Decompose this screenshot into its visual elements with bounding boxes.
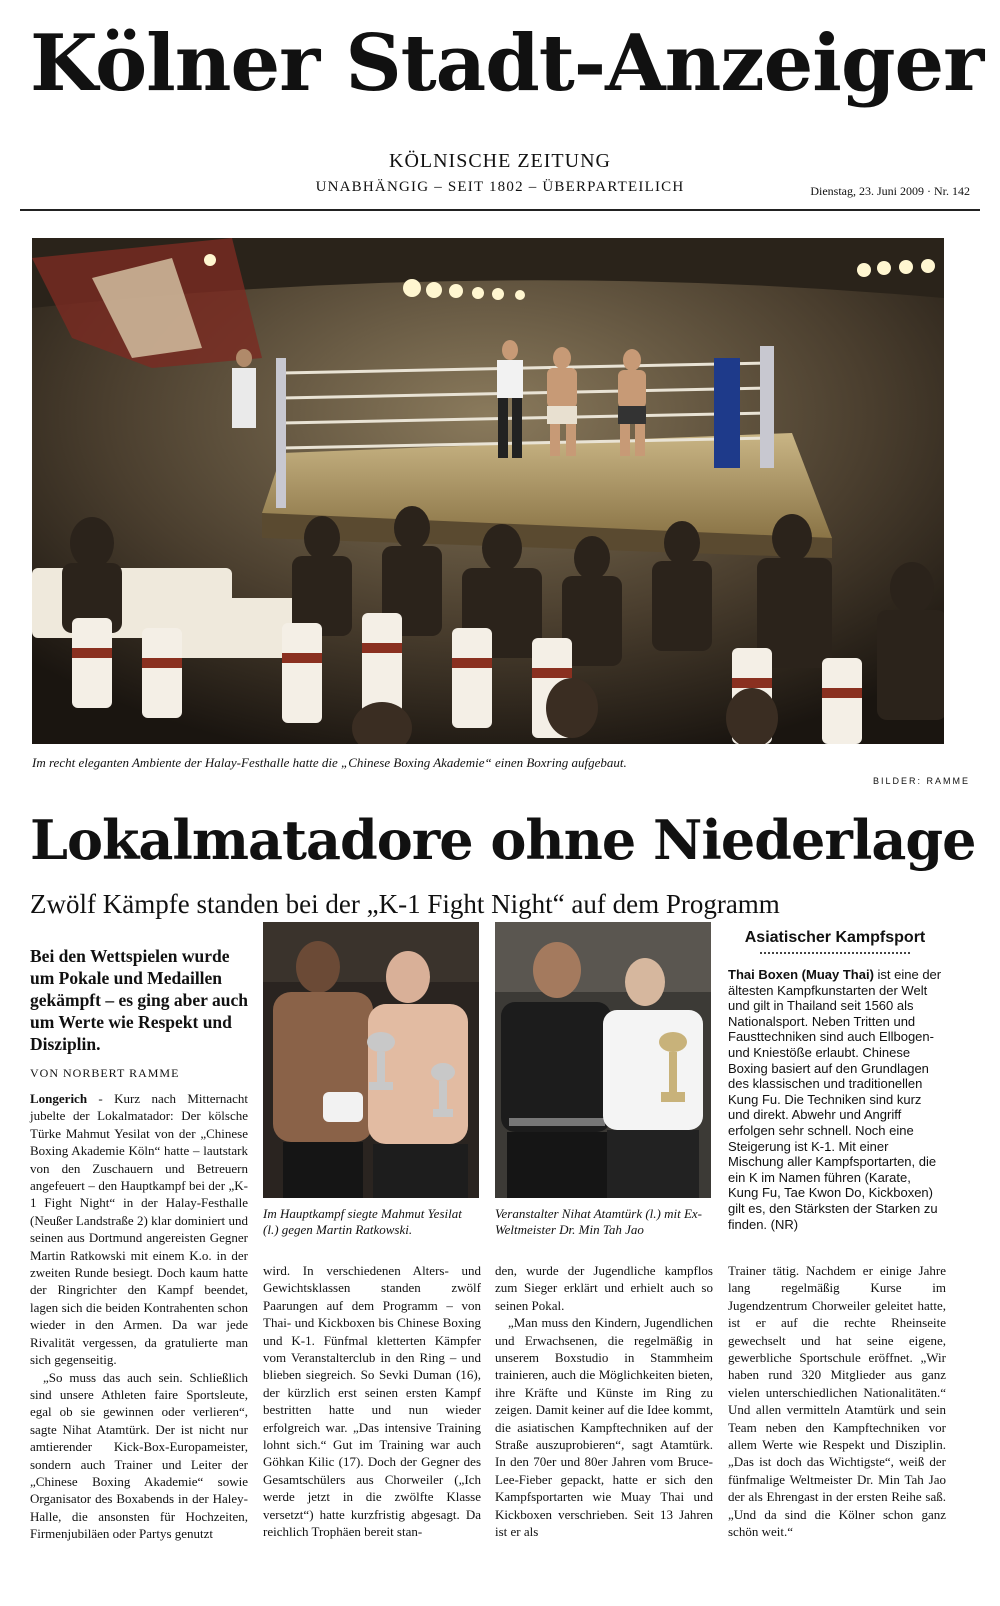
article-column-2 (263, 1262, 481, 1541)
photo2-caption: Im Hauptkampf siegte Mahmut Yesilat (l.) gegen Martin Ratkowski. (263, 1206, 462, 1237)
article-subheadline: Zwölf Kämpfe standen bei der „K-1 Fight Night“ auf dem Programm (30, 889, 780, 919)
organizer-with-champion-illustration (495, 922, 711, 1198)
infobox-text (728, 967, 942, 1232)
infobox-body: ist eine der ältesten Kampfkunstarten der Welt und gilt in Thailand seit 1560 als Nationalsport. Neben Tritten und Fausttechniken sind auch Ellbogen- und Kniestöße erlaubt. Chinese Boxing basiert auf den Grundlagen des klassischen und traditionellen Kung Fu. Die Techniken sind kurz und direkt. Abwehr und Angriff erfolgen sehr schnell. Noch eine Steigerung ist K-1. Mit einer Mischung aller Kampfsportarten, die ein K im Namen führen (Karate, Kung Fu, Tae Kwon Do, Kickboxen) gilt es, den Stärksten der Starken zu finden. (NR) (728, 967, 942, 1232)
masthead-tagline: UNABHÄNGIG – SEIT 1802 – ÜBERPARTEILICH (315, 179, 685, 195)
article-column-3 (495, 1262, 713, 1541)
article-lead: Bei den Wettspielen wurde um Pokale und Medaillen gekämpft – es ging aber auch um Werte wie Respekt und Disziplin. (30, 946, 248, 1054)
photo-credit: BILDER: RAMME (872, 776, 970, 786)
col1-paragraph-1: - Kurz nach Mitternacht jubelte der Lokalmatador: Der kölsche Türke Mahmut Yesilat von der „Chinese Boxing Akademie Köln“ hatte – lautstark von den Zuschauern und Betreuern angefeuert – den Hauptkampf bei der „K-1 Fight Night“ in der Halay-Festhalle (Neußer Landstraße 2) klar dominiert und seinen aus Dortmund angereisten Gegner Martin Ratkowski mit einem K.o. in der zweiten Runde besiegt. Doch kaum hatte der Ringrichter den Kampf beendet, lagen sich die beiden Kontrahenten schon wieder in den Armen. Da war jede Rivalität vergessen, da gratulierte man sich gegenseitig. (30, 1091, 248, 1368)
article-column-4 (728, 1262, 946, 1541)
masthead-subtitle: KÖLNISCHE ZEITUNG (389, 150, 611, 172)
col3-paragraph-2: „Man muss den Kindern, Jugendlichen und Erwachsenen, die regelmäßig in unserem Boxstudio in Stammheim trainieren, auch die Möglichkeiten bieten, ihre Kräfte und Künste im Ring zu zeigen. Damit keiner auf die Idee kommt, die asiatischen Kampftechniken auf der Straße auszuprobieren“, sagt Atamtürk. In den 70er und 80er Jahren vom Bruce-Lee-Fieber gepackt, hatte er sich den Kampfsportarten wie Muay Thai und Kickboxen verschrieben. Seit 13 Jahren ist er als (495, 1315, 713, 1540)
photo-organizer-and-guest (495, 922, 711, 1198)
photo-main-fight-winners (263, 922, 479, 1198)
dateline: Dienstag, 23. Juni 2009 · Nr. 142 (810, 184, 970, 198)
main-photo-caption: Im recht eleganten Ambiente der Halay-Festhalle hatte die „Chinese Boxing Akademie“ einen Boxring aufgebaut. (32, 755, 627, 770)
masthead-rule (20, 209, 980, 211)
article-byline: VON NORBERT RAMME (30, 1066, 180, 1080)
article-location: Longerich (30, 1091, 88, 1106)
masthead-title: Kölner Stadt-Anzeiger (30, 18, 984, 109)
boxing-ring-illustration (32, 238, 944, 744)
main-photo (32, 238, 944, 744)
col4-paragraph-1: Trainer tätig. Nachdem er einige Jahre lang regelmäßig Kurse im Jugendzentrum Chorweiler geleitet hatte, ist er auf die rechte Rheinseite gewechselt und hat seine eigene, gewerbliche Sportschule eröffnet. „Wir haben rund 320 Mitglieder aus ganz vielen unterschiedlichen Nationalitäten.“ Und allen vermitteln Atamtürk und sein Team neben den Kampftechniken vor allem Werte wie Respekt und Disziplin. „Das ist doch das Wichtigste“, weiß der fünfmalige Weltmeister Dr. Min Tah Jao der als Ehrengast in der ersten Reihe saß. „Und da sind die Kölner schon ganz schön weit.“ (728, 1263, 946, 1540)
infobox-divider (760, 952, 910, 954)
article-headline: Lokalmatadore ohne Niederlage (30, 808, 976, 872)
col3-paragraph-1: den, wurde der Jugendliche kampflos zum Sieger erklärt und erhielt auch so seinen Pokal. (495, 1263, 713, 1313)
infobox-term: Thai Boxen (Muay Thai) (728, 967, 874, 982)
infobox-title: Asiatischer Kampfsport (744, 929, 926, 946)
fighters-with-trophies-illustration (263, 922, 479, 1198)
col2-paragraph-1: wird. In verschiedenen Alters- und Gewichtsklassen standen zwölf Paarungen auf dem Programm – von Thai- und Kickboxen bis Chinese Boxing und K-1. Fünfmal kletterten Kämpfer vom Veranstalterclub in den Ring – und blieben siegreich. So Sevki Duman (16), der kürzlich erst seinen ersten Kampf bestritten hatte und nun wieder erfolgreich war. „Das intensive Training lohnt sich.“ Gut im Training war auch Göhkan Kilic (17). Doch der Gegner des Gesamtschülers aus Chorweiler („Ich werde jetzt in die zwölfte Klasse versetzt“) hatte kurzfristig abgesagt. Da reichlich Trophäen bereit stan- (263, 1263, 481, 1540)
article-column-1 (30, 1090, 248, 1543)
col1-paragraph-2: „So muss das auch sein. Schließlich sind unsere Athleten faire Sportsleute, egal ob sie gewinnen oder verlieren“, sagte Nihat Atamtürk. Der ist nicht nur amtierender Kick-Box-Europameister, sondern auch Trainer und Leiter der „Chinese Boxing Akademie“ sowie Organisator des Boxabends in der Haley-Halle, die ansonsten für Hochzeiten, Firmenjubiläen oder Partys genutzt (30, 1369, 248, 1542)
photo3-caption: Veranstalter Nihat Atamtürk (l.) mit Ex-Weltmeister Dr. Min Tah Jao (495, 1206, 703, 1237)
